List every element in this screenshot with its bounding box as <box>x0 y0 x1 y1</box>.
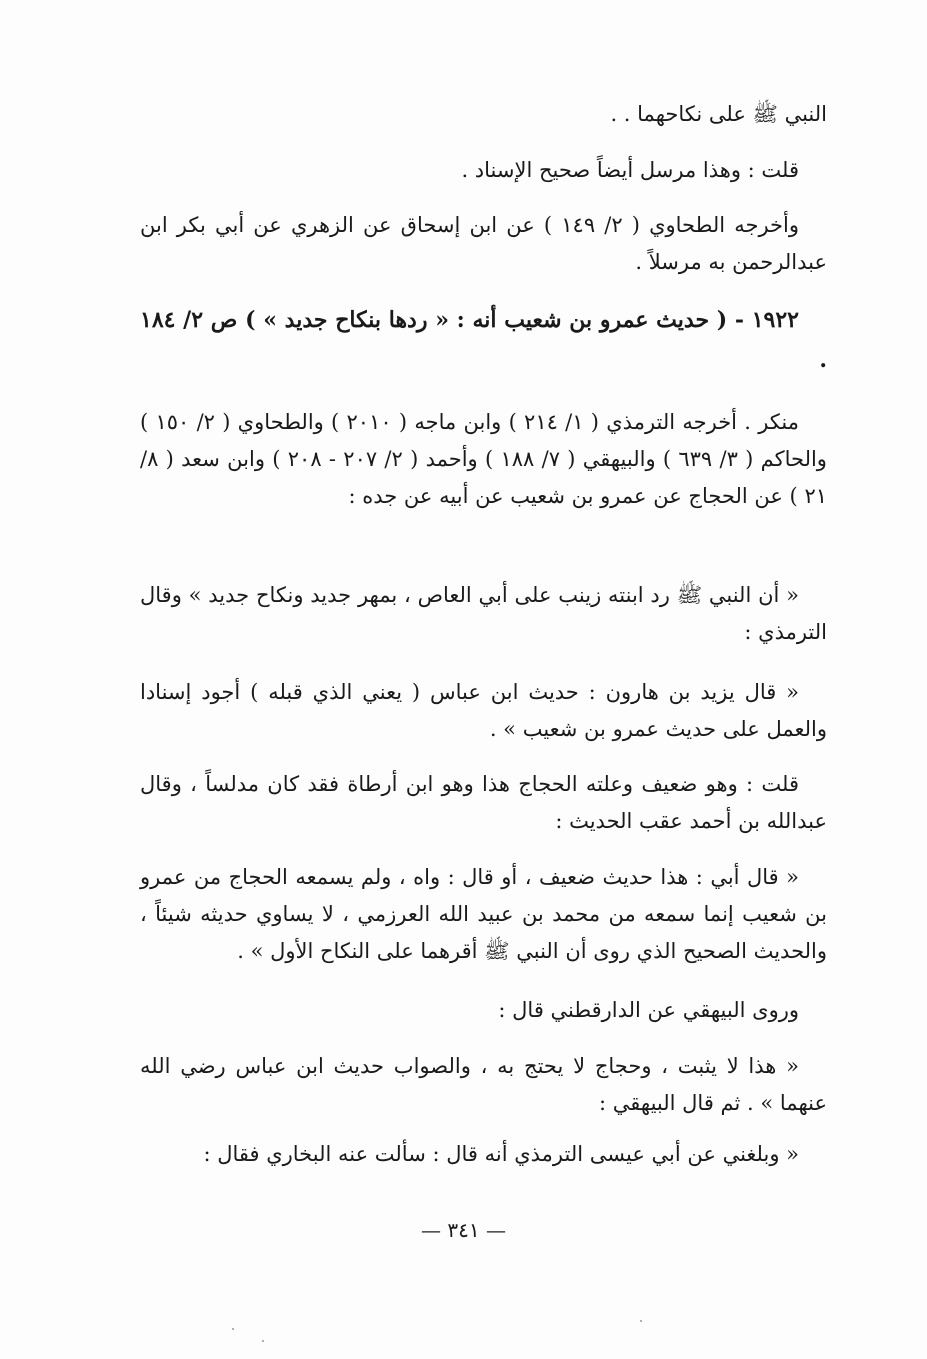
scan-speck <box>232 1328 234 1330</box>
paragraph-9: « قال أبي : هذا حديث ضعيف ، أو قال : واه ، ولم يسمعه الحجاج من عمرو بن شعيب إنما سمعه من محمد بن عبيد الله العرزمي ، لا يساوي حديثه شيئاً ، والحديث الصحيح الذي روى أن النبي ﷺ أقرهما على النكاح الأول » . <box>140 865 827 963</box>
page-number: — ٣٤١ — <box>421 1218 506 1242</box>
hadith-heading-1922: ١٩٢٢ - ( حديث عمرو بن شعيب أنه : « ردها بنكاح جديد » ) ص ٢/ ١٨٤ . <box>140 307 827 373</box>
paragraph-6: « أن النبي ﷺ رد ابنته زينب على أبي العاص ، بمهر جديد ونكاح جديد » وقال الترمذي : <box>140 583 827 644</box>
paragraph-10: وروى البيهقي عن الدارقطني قال : <box>498 998 799 1022</box>
paragraph-8: قلت : وهو ضعيف وعلته الحجاج هذا وهو ابن أرطاة فقد كان مدلساً ، وقال عبدالله بن أحمد عقب الحديث : <box>140 772 827 833</box>
paragraph-3: وأخرجه الطحاوي ( ٢/ ١٤٩ ) عن ابن إسحاق عن الزهري عن أبي بكر ابن عبدالرحمن به مرسلاً . <box>140 213 827 274</box>
paragraph-7: « قال يزيد بن هارون : حديث ابن عباس ( يعني الذي قبله ) أجود إسنادا والعمل على حديث عمرو بن شعيب » . <box>140 680 827 741</box>
scan-speck <box>640 1320 642 1322</box>
scan-speck <box>262 1340 264 1342</box>
paragraph-12: « وبلغني عن أبي عيسى الترمذي أنه قال : سألت عنه البخاري فقال : <box>203 1142 799 1166</box>
paragraph-5: منكر . أخرجه الترمذي ( ١/ ٢١٤ ) وابن ماجه ( ٢٠١٠ ) والطحاوي ( ٢/ ١٥٠ ) والحاكم ( ٣/ ٦٣٩ ) والبيهقي ( ٧/ ١٨٨ ) وأحمد ( ٢/ ٢٠٧ - ٢٠٨ ) وابن سعد ( ٨/ ٢١ ) عن الحجاج عن عمرو بن شعيب عن أبيه عن جده : <box>140 410 827 508</box>
paragraph-1: النبي ﷺ على نكاحهما . . <box>610 102 827 126</box>
paragraph-11: « هذا لا يثبت ، وحجاج لا يحتج به ، والصواب حديث ابن عباس رضي الله عنهما » . ثم قال البيهقي : <box>140 1054 827 1115</box>
paragraph-2: قلت : وهذا مرسل أيضاً صحيح الإسناد . <box>461 158 799 182</box>
